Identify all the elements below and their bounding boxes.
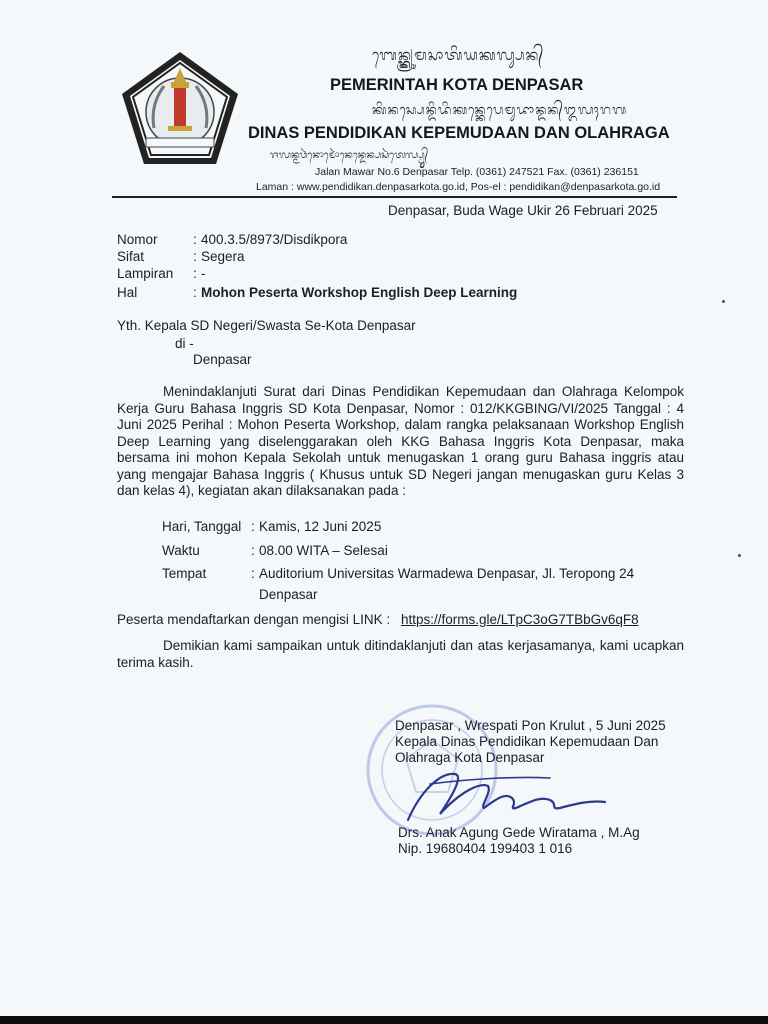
place-label: Tempat	[162, 566, 207, 581]
place-value: Auditorium Universitas Warmadewa Denpasar, Jl. Teropong 24	[259, 566, 635, 581]
recipient-at: di -	[175, 336, 194, 351]
balinese-script-line-2: ᬓᬶᬦᬲ᭄ᬧᬾᬦ᭄ᬤᬶᬤᬶᬓᬦ᭄ᬓᬾᬧᬾᬫᬸᬤᬵᬦ᭄ᬤᬦ᭄ᬑᬮᬄᬭᬕ	[372, 103, 628, 118]
place-value-city: Denpasar	[259, 587, 318, 602]
scan-bottom-edge	[0, 1016, 768, 1024]
place-separator: :	[251, 566, 255, 581]
department-name: DINAS PENDIDIKAN KEPEMUDAAN DAN OLAHRAGA	[248, 124, 670, 142]
attachment-label: Lampiran	[117, 266, 174, 281]
day-separator: :	[251, 519, 255, 534]
closing-paragraph: Demikian kami sampaikan untuk ditindaklanjuti dan atas kerjasamanya, kami ucapkan terima kasih.	[117, 638, 684, 670]
handwritten-signature	[400, 762, 610, 832]
registration-text: Peserta mendaftarkan dengan mengisi LINK :	[117, 612, 391, 627]
scan-speck	[738, 554, 741, 557]
number-value: 400.3.5/8973/Disdikpora	[201, 232, 348, 247]
signatory-title-line-2: Olahraga Kota Denpasar	[395, 750, 545, 765]
registration-link[interactable]: https://forms.gle/LTpC3oG7TBbGv6qF8	[401, 612, 639, 627]
time-separator: :	[251, 543, 255, 558]
body-paragraph: Menindaklanjuti Surat dari Dinas Pendidikan Kepemudaan dan Olahraga Kelompok Kerja Guru Bahasa Inggris SD Kota Denpasar, Nomor : 012/KKGBING/VI/2025 Tanggal : 4 Juni 2025 Perihal : Mohon Peserta Workshop, dalam rangka pelaksanaan Workshop English Deep Learning yang diselenggarakan oleh KKG Bahasa Inggris Kota Denpasar, maka bersama ini mohon Kepala Sekolah untuk menugaskan 1 orang guru Bahasa inggris atau yang mengajar Bahasa Inggris ( Khusus untuk SD Negeri jangan menugaskan guru Kelas 3 dan kelas 4), kegiatan akan dilaksanakan pada :	[117, 384, 684, 498]
letterhead-divider	[112, 196, 677, 198]
recipient-city: Denpasar	[193, 352, 252, 367]
day-value: Kamis, 12 Juni 2025	[259, 519, 382, 534]
city-emblem-logo	[120, 50, 240, 168]
scan-speck	[722, 300, 725, 303]
signatory-name: Drs. Anak Agung Gede Wiratama , M.Ag	[398, 825, 640, 840]
attachment-value: -	[201, 266, 206, 281]
subject-separator: :	[193, 285, 197, 300]
nature-label: Sifat	[117, 249, 145, 264]
subject-value: Mohon Peserta Workshop English Deep Learning	[201, 285, 518, 300]
office-address: Jalan Mawar No.6 Denpasar Telp. (0361) 247521 Fax. (0361) 236151	[315, 166, 639, 178]
nature-separator: :	[193, 249, 197, 264]
subject-label: Hal	[117, 285, 138, 300]
signatory-nip: Nip. 19680404 199403 1 016	[398, 841, 573, 856]
number-separator: :	[193, 232, 197, 247]
balinese-script-line-1: ᬩᬾᬦ᭄ᬢ᭄ᬓ᭄ᬭᬸᬫᬲᬵᬢᬶᬬᬓᬮ᭄ᬲᬦ᭄	[372, 46, 545, 64]
number-label: Nomor	[117, 232, 158, 247]
attachment-separator: :	[193, 266, 197, 281]
time-value: 08.00 WITA – Selesai	[259, 543, 388, 558]
nature-value: Segera	[201, 249, 245, 264]
org-name: PEMERINTAH KOTA DENPASAR	[330, 76, 584, 94]
time-label: Waktu	[162, 543, 200, 558]
letter-date: Denpasar, Buda Wage Ukir 26 Februari 2025	[388, 203, 658, 218]
office-contact: Laman : www.pendidikan.denpasarkota.go.id, Pos-el : pendidikan@denpasarkota.go.id	[256, 181, 661, 193]
signature-place-date: Denpasar , Wrespati Pon Krulut , 5 Juni 2025	[395, 718, 666, 733]
signatory-title-line-1: Kepala Dinas Pendidikan Kepemudaan Dan	[395, 734, 659, 749]
day-label: Hari, Tanggal	[162, 519, 242, 534]
recipient-line: Yth. Kepala SD Negeri/Swasta Se-Kota Denpasar	[117, 318, 416, 333]
balinese-script-line-3: ᬚᬮᬦ᭄ᬫᬯᬃᬦᭀᬫᭀᬃᬦᬾᬦ᭄ᬤᬾᬦ᭄ᬧᬲᬃᬢᬾᬮ᭄ᬧ᭄ᬯ᭄ᬯ᭄ᬯ᭄ᬯ᭄ᬯ᭄ᬯ᭄ᬯ᭄	[270, 150, 429, 161]
